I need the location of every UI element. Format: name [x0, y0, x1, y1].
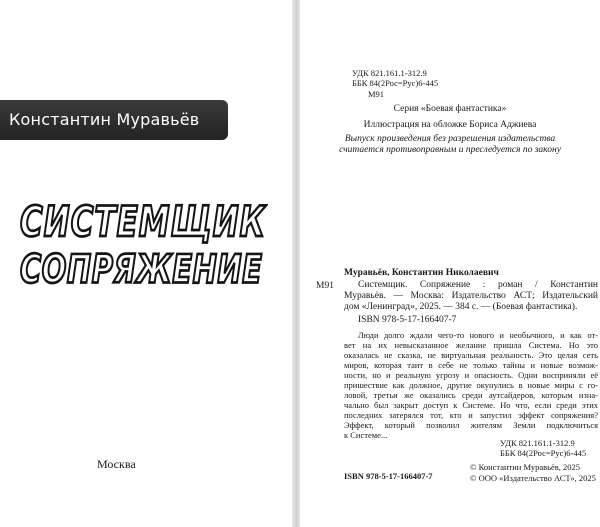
bib-author: Муравьёв, Константин Николаевич: [344, 268, 499, 278]
bbk-top: ББК 84(2Рос=Рус)6-445: [352, 78, 439, 88]
annotation-line-4: миров, которая таит в себе не только тайны и новые возмож-: [344, 360, 598, 370]
annotation-line-3: оказалась не сказка, не виртуальная реальность. Это целая сеть: [344, 350, 598, 360]
right-page: [300, 0, 600, 527]
udk-bottom: УДК 821.161.1-312.9: [500, 438, 575, 448]
title-line-2: СОПРЯЖЕНИЕ: [20, 246, 263, 292]
left-page: [0, 0, 294, 527]
title-line-1: СИСТЕМЩИК: [20, 198, 266, 247]
bbk-bottom: ББК 84(2Рос=Рус)6-445: [500, 448, 587, 458]
annotation-line-7: ловой, третьи же оказались среди аутсайдеров, которым изна-: [344, 390, 598, 400]
bib-line-3: дом «Ленинград», 2025. — 384 с. — (Боевая фантастика).: [344, 302, 578, 312]
copyright-author: © Константин Муравьёв, 2025: [470, 462, 581, 472]
annotation-line-11: к Системе...: [344, 430, 388, 440]
annotation-line-8: чально был закрыт доступ к Системе. Но что, если среди этих: [344, 400, 598, 410]
code-top: М91: [368, 89, 385, 99]
annotation-line-6: пришествие как должное, другие окунулись в новые миры с го-: [344, 380, 598, 390]
warning-line-1: Выпуск произведения без разрешения издательства: [344, 134, 556, 144]
series-line: Серия «Боевая фантастика»: [393, 104, 507, 114]
udk-top: УДК 821.161.1-312.9: [352, 68, 427, 78]
annotation-line-9: последних затерялся тот, кто и запустил эффект сопряжения?: [344, 410, 598, 420]
warning-line-2: считается противоправным и преследуется по закону: [339, 145, 561, 155]
annotation-line-5: ности, но и реальную угрозу и опасность. Одни восприняли её: [344, 370, 598, 380]
bib-line-1: Системщик. Сопряжение : роман / Константин: [358, 280, 598, 290]
isbn-line: ISBN 978-5-17-166407-7: [358, 315, 457, 325]
isbn-bottom: ISBN 978-5-17-166407-7: [344, 471, 433, 481]
bib-code: М91: [316, 281, 334, 291]
author-name: Константин Муравьёв: [9, 110, 200, 129]
annotation-line-2: вет на их невысказанное желание пришла Система. Но это: [344, 340, 598, 350]
illustration-credit: Иллюстрация на обложке Бориса Аджиева: [363, 120, 537, 130]
publication-city: Москва: [97, 457, 136, 471]
annotation-line-1: Люди долго ждали чего-то нового и необычного, и как от-: [358, 330, 598, 340]
copyright-publisher: © ООО «Издательство АСТ», 2025: [470, 473, 596, 483]
bib-line-2: Муравьёв. — Москва: Издательство АСТ; Издательский: [344, 291, 598, 301]
annotation-line-10: Эффект, который позволил жителям Земли подключиться: [344, 420, 598, 430]
